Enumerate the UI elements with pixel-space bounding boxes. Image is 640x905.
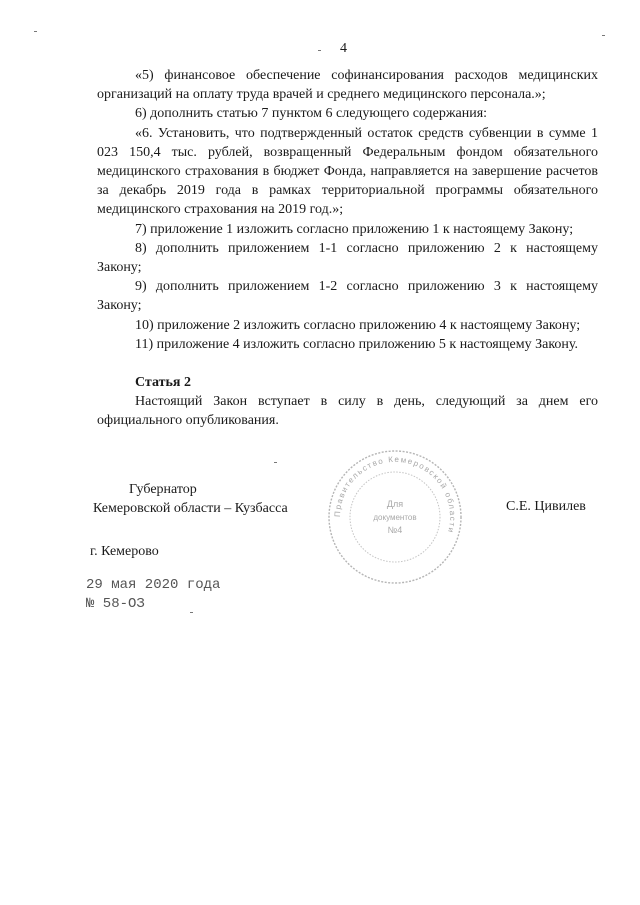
article-title: Статья 2 (135, 375, 191, 391)
date-number-stamp (86, 576, 220, 614)
paragraph: 6) дополнить статью 7 пунктом 6 следующего содержания: (135, 106, 488, 122)
seal-center-line-1: Для (386, 499, 404, 509)
position-line-2: Кемеровской области – Кузбасса (93, 501, 288, 516)
seal-ring-text: Правительство Кемеровской области (332, 454, 458, 535)
position-line-1: Губернатор (129, 482, 197, 497)
seal-center-line-3: №4 (387, 525, 403, 535)
paragraph: 7) приложение 1 изложить согласно приложению 1 к настоящему Закону; (135, 221, 574, 237)
scan-artifact (274, 462, 277, 463)
law-number: № 58-ОЗ (86, 596, 145, 612)
page-number: 4 (340, 41, 347, 56)
official-seal (325, 447, 465, 587)
paragraph: 11) приложение 4 изложить согласно приложению 5 к настоящему Закону. (135, 336, 579, 352)
paragraph: «6. Установить, что подтвержденный остаток средств субвенции в сумме 1 023 150,4 тыс. рублей, возвращенный Федеральным фондом обязательного медицинского страхования в бюджет Фонда, направляется на завершение расчетов за декабрь 2019 года в рамках территориальной программы обязательного медицинского страхования на 2019 год.»; (97, 125, 598, 218)
paragraph: 8) дополнить приложением 1-1 согласно приложению 2 к настоящему Закону; (97, 240, 598, 276)
scan-artifact (602, 35, 605, 36)
signatory-position (93, 480, 288, 518)
signatory-name: С.Е. Цивилев (506, 499, 586, 514)
place-of-signing: г. Кемерово (90, 544, 159, 559)
article-text: Настоящий Закон вступает в силу в день, следующий за днем его официального опубликования. (97, 394, 598, 429)
paragraph: 9) дополнить приложением 1-2 согласно приложению 3 к настоящему Закону; (97, 279, 598, 314)
scan-artifact (318, 50, 321, 51)
scan-artifact (190, 612, 193, 613)
paragraph: «5) финансовое обеспечение софинансирования расходов медицинских организаций на оплату труда врачей и среднего медицинского персонала.»; (97, 68, 598, 103)
law-text (97, 66, 598, 431)
paragraph: 10) приложение 2 изложить согласно приложению 4 к настоящему Закону; (135, 317, 581, 333)
signing-date: 29 мая 2020 года (86, 577, 221, 593)
seal-center-line-2: документов (373, 513, 417, 522)
scan-artifact (34, 31, 37, 32)
